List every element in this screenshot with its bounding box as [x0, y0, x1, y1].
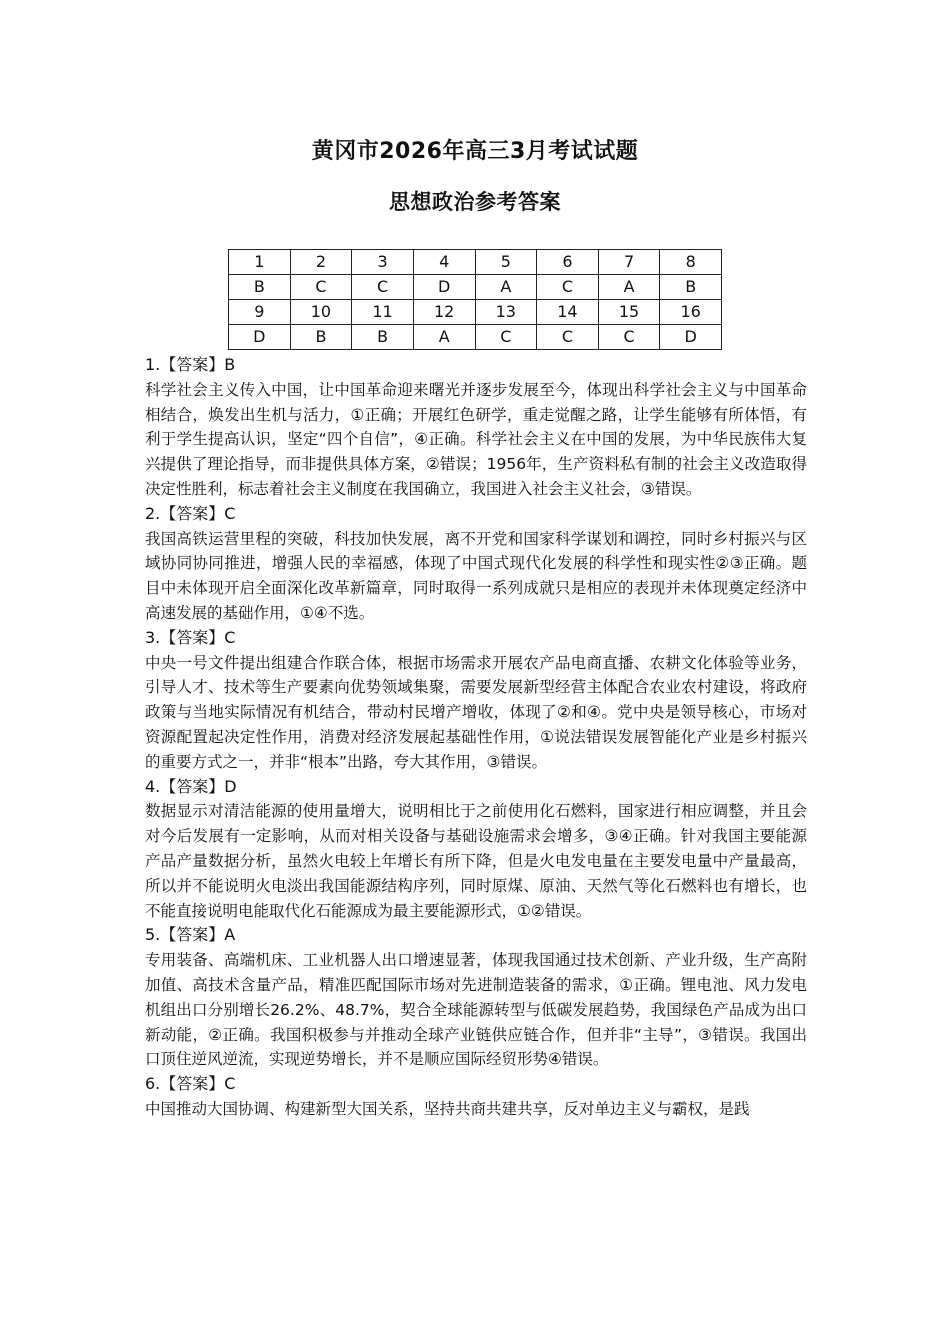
answer-header-6: 6.【答案】C: [145, 1074, 236, 1094]
table-cell: B: [352, 325, 414, 350]
table-cell: 16: [660, 300, 722, 325]
explanation-text-1: 科学社会主义传入中国，让中国革命迎来曙光并逐步发展至今，体现出科学社会主义与中国革命相结合，焕发出生机与活力，①正确；开展红色研学，重走觉醒之路，让学生能够有所体悟，有利于学生提高认识，坚定“四个自信”，④正确。科学社会主义在中国的发展，为中华民族伟大复兴提供了理论指导，而非提供具体方案，②错误；1956年，生产资料私有制的社会主义改造取得决定性胜利，标志着社会主义制度在我国确立，我国进入社会主义社会，③错误。: [145, 380, 807, 498]
explanations: [145, 353, 807, 1122]
table-cell: C: [352, 275, 414, 300]
table-cell: 13: [475, 300, 537, 325]
table-cell: 10: [290, 300, 352, 325]
table-cell: C: [290, 275, 352, 300]
table-cell: 8: [660, 250, 722, 275]
table-cell: B: [290, 325, 352, 350]
table-cell: 1: [229, 250, 291, 275]
table-cell: A: [475, 275, 537, 300]
answer-header-1: 1.【答案】B: [145, 355, 236, 374]
table-cell: D: [413, 275, 475, 300]
explanation-text-4: 数据显示对清洁能源的使用量增大，说明相比于之前使用化石燃料，国家进行相应调整，并且会对今后发展有一定影响，从而对相关设备与基础设施需求会增多，③④正确。针对我国主要能源产品产量数据分析，虽然火电较上年增长有所下降，但是火电发电量在主要发电量中产量最高，所以并不能说明火电淡出我国能源结构序列，同时原煤、原油、天然气等化石燃料也有增长，也不能直接说明电能取代化石能源成为最主要能源形式，①②错误。: [145, 802, 807, 920]
table-row: [229, 250, 722, 275]
explanation-text-2: 我国高铁运营里程的突破，科技加快发展，离不开党和国家科学谋划和调控，同时乡村振兴与区域协同协同推进，增强人民的幸福感，体现了中国式现代化发展的科学性和现实性②③正确。题目中未体现开启全面深化改革新篇章，同时取得一系列成就只是相应的表现并未体现奠定经济中高速发展的基础作用，①④不选。: [145, 529, 807, 622]
table-cell: 4: [413, 250, 475, 275]
explanation-text-6: 中国推动大国协调、构建新型大国关系，坚持共商共建共享，反对单边主义与霸权，是践: [145, 1099, 750, 1118]
answer-header-2: 2.【答案】C: [145, 503, 236, 523]
table-cell: 2: [290, 250, 352, 275]
explanation-text-3: 中央一号文件提出组建合作联合体，根据市场需求开展农产品电商直播、农耕文化体验等业务，引导人才、技术等生产要素向优势领域集聚，需要发展新型经营主体配合农业农村建设，将政府政策与当地实际情况有机结合，带动村民增产增收，体现了②和④。党中央是领导核心，市场对资源配置起决定性作用，消费对经济发展起基础性作用，①说法错误发展智能化产业是乡村振兴的重要方式之一，并非“根本”出路，夸大其作用，③错误。: [145, 653, 807, 771]
document-subtitle: 思想政治参考答案: [389, 190, 561, 214]
table-cell: C: [537, 325, 599, 350]
table-row: [229, 325, 722, 350]
table-cell: C: [475, 325, 537, 350]
table-cell: D: [660, 325, 722, 350]
table-cell: 11: [352, 300, 414, 325]
table-row: [229, 275, 722, 300]
table-cell: C: [537, 275, 599, 300]
document-title: 黄冈市2026年高三3月考试试题: [311, 139, 639, 164]
answer-header-4: 4.【答案】D: [145, 776, 237, 796]
table-cell: 3: [352, 250, 414, 275]
table-cell: 15: [598, 300, 660, 325]
table-row: [229, 300, 722, 325]
table-cell: 9: [229, 300, 291, 325]
table-cell: 6: [537, 250, 599, 275]
explanation-text-5: 专用装备、高端机床、工业机器人出口增速显著，体现我国通过技术创新、产业升级，生产高附加值、高技术含量产品，精准匹配国际市场对先进制造装备的需求，①正确。锂电池、风力发电机组出口分别增长26.2%、48.7%，契合全球能源转型与低碳发展趋势，我国绿色产品成为出口新动能，②正确。我国积极参与并推动全球产业链供应链合作，但并非“主导”，③错误。我国出口顶住逆风逆流，实现逆势增长，并不是顺应国际经贸形势④错误。: [145, 951, 807, 1069]
table-cell: 12: [413, 300, 475, 325]
table-cell: A: [598, 275, 660, 300]
answer-header-3: 3.【答案】C: [145, 627, 236, 647]
table-cell: 7: [598, 250, 660, 275]
answer-table: [228, 249, 722, 350]
table-cell: B: [229, 275, 291, 300]
table-cell: 14: [537, 300, 599, 325]
table-cell: A: [413, 325, 475, 350]
answer-header-5: 5.【答案】A: [145, 925, 236, 945]
table-cell: B: [660, 275, 722, 300]
table-cell: D: [229, 325, 291, 350]
table-cell: C: [598, 325, 660, 350]
table-cell: 5: [475, 250, 537, 275]
